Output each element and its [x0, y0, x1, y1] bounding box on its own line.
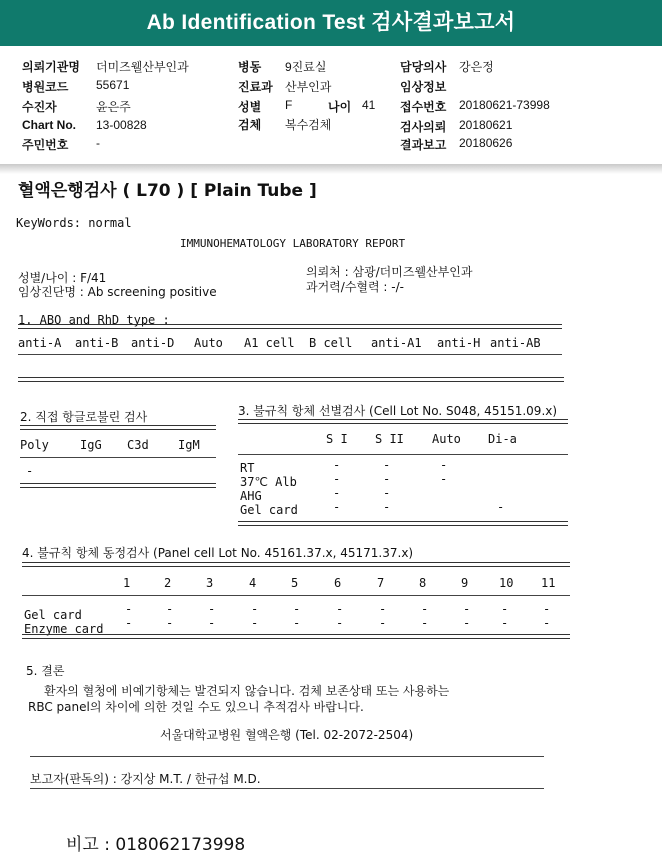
panel-header-cell: 5 [291, 576, 299, 590]
panel-header-cell: 6 [334, 576, 342, 590]
panel-value-cell: - [379, 602, 387, 616]
panel-value-cell: - [379, 616, 387, 630]
dat-header-cell: C3d [127, 438, 149, 452]
dept-value: 산부인과 [285, 80, 332, 94]
abo-header-cell: anti-AB [490, 336, 541, 350]
chart-label: Chart No. [22, 118, 76, 132]
patient-label: 수진자 [22, 100, 57, 114]
screen-value-cell: - [333, 500, 341, 514]
screen-header-cell: S I [326, 432, 348, 446]
screen-row-label: 37℃ Alb [240, 475, 297, 489]
age-label: 나이 [328, 100, 352, 114]
divider-shadow [0, 164, 662, 174]
screen-row-label: AHG [240, 489, 262, 503]
panel-value-cell: - [251, 602, 259, 616]
section-4-rule [22, 562, 570, 567]
panel-row-label: Gel card [24, 608, 82, 622]
conclusion-line-1: 환자의 혈청에 비예기항체는 발견되지 않습니다. 검체 보존상태 또는 사용하는 [44, 684, 450, 698]
hospital-value: 더미즈웰산부인과 [96, 60, 189, 74]
section-3-rule [238, 419, 568, 424]
request-value: 20180621 [459, 118, 513, 132]
panel-value-cell: - [125, 602, 133, 616]
panel-value-cell: - [463, 616, 471, 630]
panel-value-cell: - [543, 616, 551, 630]
panel-value-cell: - [293, 616, 301, 630]
id-label: 주민번호 [22, 138, 69, 152]
panel-value-cell: - [463, 602, 471, 616]
section-3-bottom-rule [238, 521, 568, 526]
screen-header-cell: Di-a [488, 432, 517, 446]
screen-header-cell: S II [375, 432, 404, 446]
id-value: - [96, 136, 100, 150]
panel-value-cell: - [421, 602, 429, 616]
panel-header-cell: 11 [541, 576, 556, 590]
dept-label: 진료과 [238, 80, 273, 94]
panel-header-cell: 1 [123, 576, 131, 590]
panel-value-cell: - [421, 616, 429, 630]
screen-value-cell: - [497, 500, 505, 514]
specimen-value: 복수검체 [285, 118, 332, 132]
screen-value-cell: - [333, 472, 341, 486]
screen-header-cell: Auto [432, 432, 461, 446]
panel-header-cell: 9 [461, 576, 469, 590]
section-3-title: 3. 불규칙 항체 선별검사 (Cell Lot No. S048, 45151.09.x) [238, 404, 558, 418]
panel-value-cell: - [166, 616, 174, 630]
section-2-underline [20, 457, 216, 458]
screen-value-cell: - [383, 472, 391, 486]
panel-header-cell: 4 [249, 576, 257, 590]
section-1-rule [18, 324, 562, 329]
section-2-title: 2. 직접 항글로불린 검사 [20, 410, 148, 424]
dat-header-cell: IgM [178, 438, 200, 452]
note: 비고 : 018062173998 [66, 835, 246, 855]
screen-row-label: Gel card [240, 503, 298, 517]
patient-info-panel [0, 50, 662, 162]
age-value: 41 [362, 98, 376, 112]
report-title: Ab Identification Test 검사결과보고서 [0, 0, 662, 46]
doctor-value: 강은정 [459, 60, 494, 74]
section-4-bottom-rule [22, 634, 570, 639]
panel-header-cell: 10 [499, 576, 514, 590]
code-label: 병원코드 [22, 80, 69, 94]
blood-bank-signature: 서울대학교병원 혈액은행 (Tel. 02-2072-2504) [160, 728, 414, 742]
dat-header-cell: Poly [20, 438, 49, 452]
section-2-rule [20, 425, 216, 430]
panel-value-cell: - [166, 602, 174, 616]
doctor-label: 담당의사 [400, 60, 447, 74]
signature-line [30, 756, 544, 757]
section-3-underline [238, 454, 568, 455]
panel-value-cell: - [501, 602, 509, 616]
screen-value-cell: - [383, 500, 391, 514]
abo-header-cell: anti-A [18, 336, 62, 350]
abo-header-cell: A1 cell [244, 336, 295, 350]
panel-value-cell: - [293, 602, 301, 616]
panel-value-cell: - [208, 602, 216, 616]
reporter: 보고자(판독의) : 강지상 M.T. / 한규섭 M.D. [30, 772, 261, 786]
screen-value-cell: - [440, 458, 448, 472]
section-4-underline [22, 595, 570, 596]
panel-value-cell: - [336, 602, 344, 616]
abo-header-cell: anti-A1 [371, 336, 422, 350]
conclusion-line-2: RBC panel의 차이에 의한 것일 수도 있으니 추적검사 바랍니다. [28, 700, 364, 714]
receipt-label: 접수번호 [400, 100, 447, 114]
section-4-title: 4. 불규칙 항체 동정검사 (Panel cell Lot No. 45161.37.x, 45171.37.x) [22, 546, 414, 560]
panel-value-cell: - [208, 616, 216, 630]
doc-heading: 혈액은행검사 ( L70 ) [ Plain Tube ] [18, 181, 317, 201]
report-value: 20180626 [459, 136, 513, 150]
ward-label: 병동 [238, 60, 262, 74]
sex-value: F [285, 98, 293, 112]
screen-value-cell: - [333, 458, 341, 472]
hospital-label: 의뢰기관명 [22, 60, 80, 74]
dat-header-cell: IgG [80, 438, 102, 452]
dat-value-cell: - [26, 464, 34, 478]
request-label: 검사의뢰 [400, 120, 447, 134]
receipt-value: 20180621-73998 [459, 98, 550, 112]
abo-header-cell: B cell [309, 336, 353, 350]
screen-value-cell: - [383, 458, 391, 472]
abo-header-cell: anti-B [75, 336, 119, 350]
screen-row-label: RT [240, 461, 255, 475]
history: 과거력/수혈력 : -/- [306, 280, 404, 294]
section-5-title: 5. 결론 [26, 664, 65, 678]
screen-value-cell: - [333, 486, 341, 500]
scanned-report [0, 174, 662, 865]
report-label: 결과보고 [400, 138, 447, 152]
abo-header-cell: anti-D [131, 336, 175, 350]
clinical-label: 임상정보 [400, 80, 447, 94]
lab-report-title: IMMUNOHEMATOLOGY LABORATORY REPORT [180, 237, 406, 250]
panel-value-cell: - [543, 602, 551, 616]
sex-age: 성별/나이 : F/41 [18, 271, 107, 285]
panel-header-cell: 2 [164, 576, 172, 590]
panel-value-cell: - [125, 616, 133, 630]
panel-header-cell: 7 [377, 576, 385, 590]
code-value: 55671 [96, 78, 130, 92]
ward-value: 9진료실 [285, 60, 327, 74]
panel-value-cell: - [336, 616, 344, 630]
patient-value: 윤은주 [96, 100, 131, 114]
diagnosis: 임상진단명 : Ab screening positive [18, 285, 217, 299]
panel-value-cell: - [501, 616, 509, 630]
panel-header-cell: 8 [419, 576, 427, 590]
chart-value: 13-00828 [96, 118, 147, 132]
section-1-title: 1. ABO and RhD type : [18, 313, 170, 327]
panel-row-label: Enzyme card [24, 622, 104, 636]
screen-value-cell: - [440, 472, 448, 486]
section-1-underline [18, 354, 562, 355]
abo-header-cell: Auto [194, 336, 223, 350]
section-2-bottom-rule [20, 483, 216, 488]
keywords: KeyWords: normal [16, 216, 132, 230]
specimen-label: 검체 [238, 118, 262, 132]
sex-label: 성별 [238, 100, 262, 114]
screen-value-cell: - [383, 486, 391, 500]
panel-header-cell: 3 [206, 576, 214, 590]
reporter-line [30, 788, 544, 789]
section-1-bottom-rule [18, 377, 564, 382]
requester: 의뢰처 : 삼광/더미즈웰산부인과 [306, 265, 473, 279]
abo-header-cell: anti-H [437, 336, 481, 350]
panel-value-cell: - [251, 616, 259, 630]
